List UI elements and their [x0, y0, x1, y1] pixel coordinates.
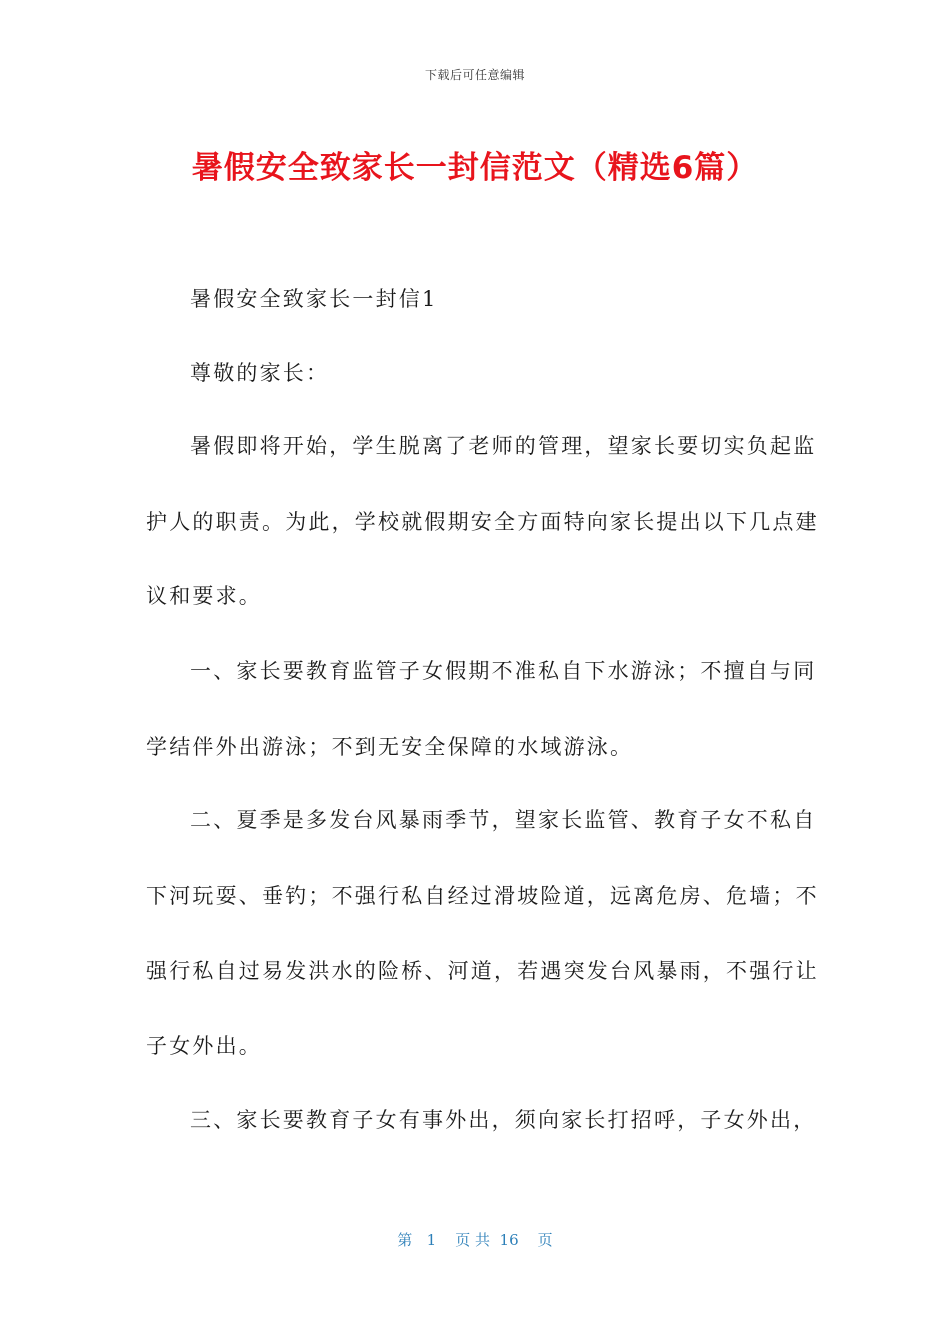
paragraph-line: 三、家长要教育子女有事外出，须向家长打招呼，子女外出，	[190, 1108, 817, 1132]
paragraph-line: 子女外出。	[146, 1034, 262, 1058]
paragraph-line: 强行私自过易发洪水的险桥、河道，若遇突发台风暴雨，不强行让	[146, 959, 819, 983]
paragraph-line: 一、家长要教育监管子女假期不准私自下水游泳；不擅自与同	[190, 659, 817, 683]
paragraph-line: 二、夏季是多发台风暴雨季节，望家长监管、教育子女不私自	[190, 808, 817, 832]
paragraph-line: 下河玩耍、垂钓；不强行私自经过滑坡险道，远离危房、危墙；不	[146, 884, 819, 908]
section-heading: 暑假安全致家长一封信1	[190, 287, 438, 311]
paragraph-line: 暑假即将开始，学生脱离了老师的管理，望家长要切实负起监	[190, 434, 817, 458]
document-title: 暑假安全致家长一封信范文（精选6篇）	[191, 150, 759, 186]
page-number-footer: 第 1 页 共 16 页	[397, 1231, 553, 1249]
paragraph-line: 护人的职责。为此，学校就假期安全方面特向家长提出以下几点建	[146, 510, 819, 534]
salutation: 尊敬的家长：	[190, 361, 330, 385]
paragraph-line: 议和要求。	[146, 584, 262, 608]
paragraph-line: 学结伴外出游泳；不到无安全保障的水域游泳。	[146, 735, 634, 759]
header-note: 下载后可任意编辑	[424, 68, 525, 82]
